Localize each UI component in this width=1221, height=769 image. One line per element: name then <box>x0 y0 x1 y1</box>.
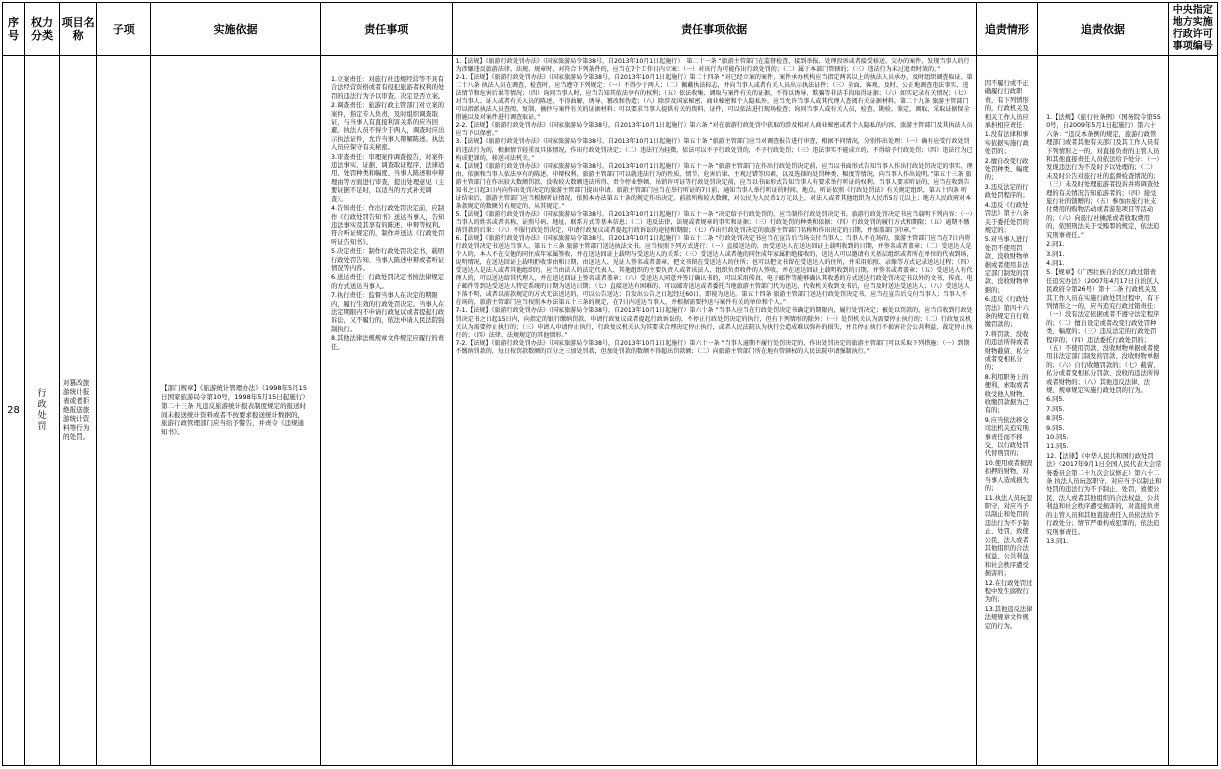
accountability-situation: 11.执法人员玩忽职守，对应当予以制止和处罚的违法行为不予制止、处罚，致使公民、法人或者其他组织的合法权益、公共利益和社会秩序遭受损害的； <box>984 494 1033 578</box>
table-header-row <box>3 3 1218 56</box>
accountability-situation: 12.在行政处罚过程中发生腐败行为的； <box>984 579 1033 604</box>
row-number: 28 <box>3 56 25 766</box>
accountability-basis-paragraph: 11.同5. <box>1046 443 1069 451</box>
accountability-situation: 9.应当依法移交司法机关追究刑事责任而不移交，以行政处罚代替刑罚的； <box>984 416 1029 458</box>
duty-basis-paragraph: 4.【法规】《旅游行政处罚办法》（国家旅游局令第38号，自2013年10月1日起施行）第五十一条 “旅游主管部门在作出行政处罚决定前，应当以书面形式告知当事人作出行政处罚决定的事实、理由、依据和当事人依法享有的陈述、申辩权利。旅游主管部门可以就违法行为的性质、情节、危害后果、主观过错等因素，以及选择的处罚种类、幅度等情况，向当事人作出说明。”第五十三条 旅游主管部门在作出较大数额罚款、没收较大数额违法所得、责令停业整顿、吊销许可证等行政处罚决定前，应当以书面形式告知当事人有要求举行听证的权利。当事人要求听证的，应当在收到告知书之日起3日内向作出处罚决定的旅游主管部门提出申请。旅游主管部门应当在举行听证的7日前，通知当事人举行听证的时间、地点。听证依照《行政处罚法》有关规定组织。第五十四条 听证结束后，旅游主管部门应当根据听证情况，依照本办法第五十条的规定作出决定。前款所称较大数额，对公民为人民币1万元以上，对法人或者其他组织为人民币5万元以上；地方人民政府对本条款规定的数额另有规定的，从其规定。” <box>455 162 973 210</box>
row-sub-item <box>97 56 151 766</box>
accountability-basis-paragraph: 12.【法律】《中华人民共和国行政处罚法》（2017年9月1日全国人民代表大会常务委员会第二十九次会议修正）第六十二条 执法人员玩忽职守，对应当予以制止和处罚的违法行为不予制止、处罚，致使公民、法人或者其他组织的合法权益、公共利益和社会秩序遭受损害的，对直接负责的主管人员和其他直接责任人员依法给予行政处分；情节严重构成犯罪的，依法追究刑事责任。 <box>1046 452 1162 536</box>
accountability-situation: 因不履行或不正确履行行政职责，有下列情形的，行政机关及相关工作人员应承担相应责任： <box>984 80 1029 130</box>
duty-item: 6.送达责任：行政处罚决定书按法律规定的方式送达当事人。 <box>330 274 445 290</box>
duty-basis-paragraph: 3.【法规】《旅游行政处罚办法》（国家旅游局令第38号，自2013年10月1日起施行）第五十条 “旅游主管部门应当对调查报告进行审查，根据不同情况，分别作出处理：（一）确有应受行政处罚的违法行为的，根据情节轻重及具体情况，作出行政处罚决定；（二）违法行为轻微，依法可以不予行政处罚的，不予行政处罚；（三）违法事实不能成立的，不得给予行政处罚；（四）违法行为已构成犯罪的，移送司法机关。” <box>455 138 973 162</box>
accountability-basis-paragraph: 2.同1. <box>1046 241 1065 249</box>
table-row <box>3 56 1218 766</box>
duty-basis-paragraph: 2-1.【法规】《旅游行政处罚办法》（国家旅游局令第38号，自2013年10月1日起施行）第二十四条 “对已经立案的案件，案件承办机构应当指定两名以上的执法人员承办，及时组织调查取证。第二十八条 执法人员在调查、检查时，应当遵守下列规定：（一）不得少于两人；（二）佩戴执法标志，并向当事人或者有关人员出示执法证件；（三）全面、客观、及时、公正地调查违法事实、违法情节和危害后果等情况；（四）询问当事人时，应当告知其依法享有的权利；（五）依法收集、调取与案件有关的证据，不得以诱导、欺骗等非法手段取得证据；（六）如实记录有关情况；（七）对当事人、证人或者有关人员的陈述，不得曲解、诱导、篡改和伪造；（八）除涉及国家秘密、商业秘密和个人隐私外，应当允许当事人或其代理人查阅有关证据材料。第二十九条 旅游主管部门可以指派执法人员查阅、复制、摘抄与案件有关的证据材料；可以要求当事人提供有关的资料、证件，可以依法进行现场检查；询问当事人或有关人员，检查、勘验、鉴定、调取、采取证据保全措施以及对案件进行调查取证。” <box>455 74 973 122</box>
accountability-situation: 6.违反《行政处罚法》第四十六条的规定自行收缴罚款的； <box>984 296 1029 329</box>
accountability-situation: 10.使用或者损毁扣押的财物，对当事人造成损失的； <box>984 459 1033 493</box>
row-item-name: 对篡改旅游统计报表或者拒绝报送旅游统计资料等行为的处罚。 <box>60 56 97 766</box>
duty-item: 5.决定责任：制作行政处罚决定书，载明行政处罚告知、当事人陈述申辩或者听证情况等内容。 <box>330 248 445 272</box>
duty-item: 7.执行责任：监督当事人在决定的期限内，履行生效的行政处罚决定。当事人在法定期限内不申请行政复议或者提起行政诉讼，又不履行的，依法申请人民法院强制执行。 <box>330 292 445 333</box>
accountability-basis-paragraph: 3.同1. <box>1046 250 1065 258</box>
accountability-situation: 1.没有法律和事实依据实施行政处罚的； <box>984 131 1029 156</box>
accountability-situation: 7.将罚款、没收的违法所得或者财物截留、私分或者变相私分的； <box>984 330 1029 372</box>
duty-item: 3.审查责任：审理案件调查报告，对案件违法事实、证据、调查取证程序、法律适用、处罚种类和幅度、当事人陈述和申辩理由等方面进行审查，提出处理意见（主要证据不足时，以适当的方式补充调查）。 <box>330 153 445 203</box>
accountability-situation: 2.擅自改变行政处罚种类、幅度的； <box>984 157 1029 182</box>
duty-item: 1.立案责任：对旅行社违规经营等不具有合法经营资格或者有侵犯旅游者权利的处罚的违法行为予以审查，决定是否立案。 <box>330 76 445 100</box>
duty-item: 4.告知责任：作出行政处罚决定前，应制作《行政处罚告知书》送达当事人，告知违法事实及其享有的陈述、申辩等权利。符合听证规定的，制作并送达《行政处罚听证告知书》。 <box>330 205 445 246</box>
accountability-situation: 4.违反《行政处罚法》第十八条关于委托处罚的规定的； <box>984 201 1029 234</box>
duty-basis-paragraph: 7-2.【法规】《旅游行政处罚办法》（国家旅游局令第38号，自2013年10月1日起施行）第六十一条 “当事人逾期不履行处罚决定的，作出处罚决定的旅游主管部门可以采取下列措施：（一）到期不缴纳罚款的，每日按罚款数额的百分之三加处罚款，但加处罚款的数额不得超出罚款额；（二）向旅游主管部门所在地有管辖权的人民法院申请强制执行。” <box>455 339 970 355</box>
header-accountability-situation: 追责情形 <box>976 3 1037 56</box>
power-category-text: 行政处罚 <box>37 388 47 432</box>
accountability-basis-paragraph: 13.同1. <box>1046 537 1069 545</box>
duty-item: 2.调查责任：旅游行政主管部门对立案的案件，指定专人负责，及时组织调查取证，与当事人有直接利害关系的应当回避。执法人员不得少于两人，调查时应出示执法证件，允许当事人辩解陈述。执法人员应保守有关秘密。 <box>330 102 445 152</box>
accountability-basis-paragraph: 9.同5. <box>1046 424 1065 432</box>
duty-basis-paragraph: 6.【法规】《旅游行政处罚办法》（国家旅游局令第38号，自2013年10月1日起施行）第五十二条 “行政处罚决定书应当在宣告后当场交付当事人；当事人不在场的，旅游主管部门应当在7日内将行政处罚决定书送达当事人。第五十三条 旅游主管部门送达执法文书，应当按照下列方式进行：（一）直接送达的，由受送达人在送达回证上载明收到的日期，并签名或者盖章；（二）受送达人是个人的，本人不在交他的同住成年家属签收，并在送达回证上载明与受送达人的关系；（三）受送达人或者他的同住成年家属拒绝接收的，送达人可以邀请有关基层组织或者所在单位的代表到场，说明情况，在送达回证上载明拒收事由和日期，由送达人、见证人签名或者盖章，把文书留在受送达人的住所；也可以把文书留在受送达人的住所，并采用拍照、录像等方式记录送达过程；（四）受送达人是法人或者其他组织的，应当由法人的法定代表人、其他组织的主要负责人或者该法人、组织负责收件的人签收，并在送达回证上载明收到的日期，并签名或者盖章；（五）受送达人有代理人的，可以送达给其代理人，并在送达回证上签名或者盖章；（六）受送达人同意并签订确认书的，可以采用传真、电子邮件等能够确认其收悉的方式送达行政处罚决定书以外的文书，传真、电子邮件等到达受送达人特定系统的日期为送达日期；（七）直接送达有困难的，可以邮寄送达或者委托当地旅游主管部门代为送达，代收机关收到文书后，应当及时送达受送达人；（八）受送达人下落不明，或者以前款规定的方式无法送达的，可以公告送达；自发出公告之日起经过60日，即视为送达。第五十四条 旅游主管部门送达行政处罚决定书，应当在宣告后交付当事人；当事人不在场的，旅游主管部门应当按照本办法第五十三条的规定，在7日内送达当事人，并根据需要抄送与案件有关的单位和个人。” <box>455 235 973 307</box>
header-sub-item: 子项 <box>97 3 151 56</box>
accountability-basis-paragraph: 4.同1. <box>1046 259 1065 267</box>
header-no: 序号 <box>3 3 25 56</box>
accountability-basis-paragraph: 10.同5. <box>1046 434 1069 442</box>
row-duty-items <box>320 56 452 766</box>
accountability-basis-paragraph: 7.同5. <box>1046 405 1065 413</box>
accountability-basis-paragraph: 8.同5. <box>1046 415 1065 423</box>
responsibility-table-sheet <box>2 2 1218 766</box>
responsibility-table <box>2 2 1218 766</box>
accountability-basis-paragraph: 6.同5. <box>1046 396 1065 404</box>
header-duty-basis: 责任事项依据 <box>452 3 976 56</box>
accountability-situation: 3.违反法定的行政处罚程序的； <box>984 183 1029 200</box>
duty-basis-paragraph: 2-2.【法规】《旅游行政处罚办法》（国家旅游局令第38号，自2013年10月1日起施行）第六条 “对在旅游行政处罚中获取的涉及相对人商业秘密或者个人隐私的内容，旅游主管部门及其执法人员应当予以保密。” <box>455 122 973 138</box>
header-item-name: 项目名称 <box>60 3 97 56</box>
row-accountability-situations <box>976 56 1037 766</box>
row-basis: 【部门规章】《旅游统计管理办法》（1998年5月15日国家旅游局令第10号，1998年5月15日起施行）第二十三条 凡违反旅游统计报表制度规定的报送时间未报送统计资料或者不按要求报送统计数据的，旅游行政管理部门应当给予警告，并责令《违规通知书》。 <box>151 56 321 766</box>
row-accountability-basis <box>1038 56 1168 766</box>
accountability-situation: 5.对当事人进行处罚不使用罚款、没收财物单据或者使用非法定部门制发的罚款、没收财物单据的； <box>984 236 1029 294</box>
row-local-code <box>1168 56 1217 766</box>
accountability-situation: 13.其他违反法律法规规章文件规定的行为。 <box>984 605 1033 630</box>
duty-item: 8.其他法律法规规章文件规定应履行的责任。 <box>330 335 445 351</box>
accountability-basis-paragraph: 1.【法规】《旅行社条例》（国务院令第550号，自2009年5月1日起施行）第六十六条：“违反本条例的规定，旅游行政管理部门或者其他有关部门及其工作人员有下列情形之一的，对直接负责的主管人员和其他直接责任人员依法给予处分：（一）发现违法行为不及时予以处理的；（二）未及时公告对旅行社的监督检查情况的；（三）未及时处理旅游者投诉并将调查处理的有关情况告知旅游者的；（四）接受旅行社的馈赠的；（五）参加由旅行社支付费用的购物活动或者游览项目等活动的；（六）向旅行社摊派或者收取费用的，依照刑法关于受贿罪的规定，依法追究刑事责任。” <box>1046 114 1161 239</box>
header-duty: 责任事项 <box>320 3 452 56</box>
duty-basis-paragraph: 1.【法规】《旅游行政处罚办法》（国家旅游局令第38号，自2013年10月1日起施行） 第二十一条 “旅游主管部门在监督检查、接到举报、处理投诉或者接受移送、交办的案件，发现当事人的行为涉嫌违反旅游法律、法规、规章时，对符合下列条件的，应当在7个工作日内立案：（一）对该行为可能作出行政处罚的；（二）属于本部门管辖的；（三）违法行为未过追责时效的。” <box>455 58 970 74</box>
row-power-category <box>24 56 59 766</box>
header-accountability-basis: 追责依据 <box>1038 3 1168 56</box>
duty-basis-paragraph: 7-1.【法规】《旅游行政处罚办法》（国家旅游局令第38号，自2013年10月1日起施行）第六十条 “当事人应当在行政处罚决定书确定的期限内，履行处罚决定；被处以罚款的，应当自收到行政处罚决定书之日起15日内，向指定的银行缴纳罚款。申请行政复议或者提起行政诉讼的，不停止行政处罚决定的执行，但有下列情形的除外：（一）处罚机关认为需要停止执行的；（二）行政复议机关认为需要停止执行的；（三）申请人申请停止执行，行政复议机关认为其要求合理决定停止执行，或者人民法院认为执行会造成难以弥补的损失，并且停止执行不损害社会公共利益，裁定停止执行的；（四）法律、法规规定的其他情形。” <box>455 307 973 339</box>
row-duty-basis <box>452 56 976 766</box>
duty-basis-paragraph: 5.【法规】《旅游行政处罚办法》（国家旅游局令第38号，自2013年10月1日起施行）第五十一条 “决定给予行政处罚的，应当制作行政处罚决定书。旅游行政处罚决定书应当载明下列内容：（一）当事人的姓名或者名称、证照号码、地址、联系方式等基本信息；（二）违反法律、法规或者规章的事实和证据；（三）行政处罚的种类和依据；（四）行政处罚的履行方式和期限；（五）逾期不缴纳罚款的后果；（六）不服行政处罚决定，申请行政复议或者提起行政诉讼的途径和期限；（七）作出行政处罚决定的旅游主管部门名称和作出决定的日期，并加盖部门印章。” <box>455 210 973 234</box>
header-local-code: 中央指定地方实施行政许可事项编号 <box>1168 3 1217 56</box>
header-basis: 实施依据 <box>151 3 321 56</box>
accountability-situation: 8.利用职务上的便利，索取或者收受他人财物、收缴罚款据为己有的； <box>984 373 1029 415</box>
accountability-basis-paragraph: 5.【规章】《广西壮族自治区行政过错责任追究办法》（2007年4月17日自治区人民政府令第26号）第十二条 行政机关及其工作人员在实施行政处罚过程中，有下列情形之一的，应当追究行政过错责任：（一）没有法定依据或者不遵守法定程序的；（二）擅自设定或者改变行政处罚种类、幅度的；（三）违反法定的行政处罚程序的；（四）违法委托行政处罚的；（五）不使用罚款、没收财物单据或者使用非法定部门制发的罚款、没收财物单据的；（六）自行收缴罚款的；（七）截留、私分或者变相私分罚款、没收的违法所得或者财物的；（八）其他违反法律、法规、规章规定实施行政处罚的行为。 <box>1046 269 1160 394</box>
header-power-category: 权力分类 <box>24 3 59 56</box>
